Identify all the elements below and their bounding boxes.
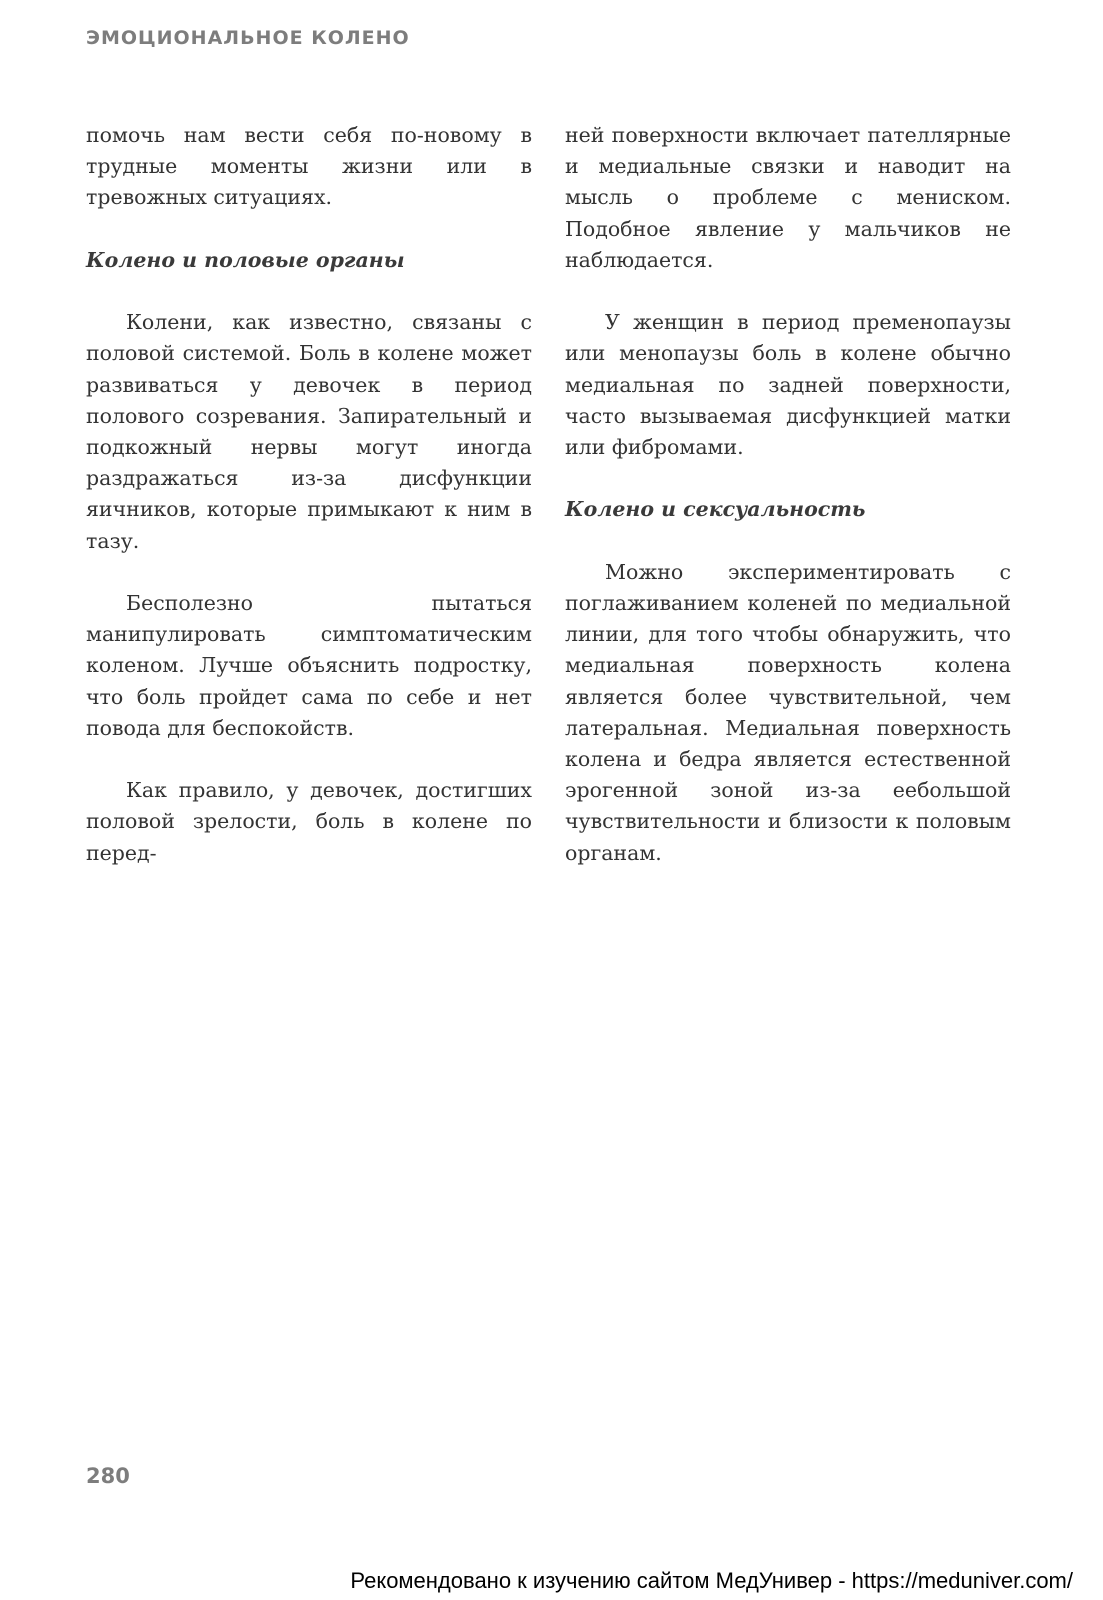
right-column bbox=[565, 120, 1011, 900]
paragraph: Можно экспериментировать с поглаживанием коленей по медиальной линии, для того чтобы обнаружить, что медиальная поверхность колена является более чувствительной, чем латеральная. Медиальная поверхность колена и бедра является естественной эрогенной зоной из-за еебольшой чувствительности и близости к половым органам. bbox=[565, 559, 1011, 865]
paragraph: У женщин в период пременопаузы или менопаузы боль в колене обычно медиальная по задней поверхности, часто вызываемая дисфункцией матки или фибромами. bbox=[565, 310, 1011, 460]
footer-watermark: Рекомендовано к изучению сайтом МедУнивер - https://meduniver.com/ bbox=[350, 1568, 1073, 1593]
paragraph: Бесполезно пытаться манипулировать симптоматическим коленом. Лучше объяснить подростку, что боль пройдет сама по себе и нет повода для беспокойств. bbox=[86, 591, 532, 740]
running-head: ЭМОЦИОНАЛЬНОЕ КОЛЕНО bbox=[86, 27, 410, 49]
paragraph: Колени, как известно, связаны с половой системой. Боль в колене может развиваться у девочек в период полового созревания. Запирательный и подкожный нервы могут иногда раздражаться из-за дисфункции яичников, которые примыкают к ним в тазу. bbox=[86, 310, 532, 553]
page-number: 280 bbox=[86, 1464, 130, 1488]
paragraph: Как правило, у девочек, достигших половой зрелости, боль в колене по перед- bbox=[86, 778, 532, 865]
paragraph: помочь нам вести себя по-новому в трудные моменты жизни или в тревожных ситуациях. bbox=[86, 123, 532, 210]
paragraph: ней поверхности включает пателлярные и медиальные связки и наводит на мысль о проблеме с мениском. Подобное явление у мальчиков не наблюдается. bbox=[565, 123, 1011, 272]
section-heading: Колено и половые органы bbox=[86, 247, 405, 272]
left-column bbox=[86, 120, 532, 900]
section-heading: Колено и сексуальность bbox=[565, 497, 866, 522]
